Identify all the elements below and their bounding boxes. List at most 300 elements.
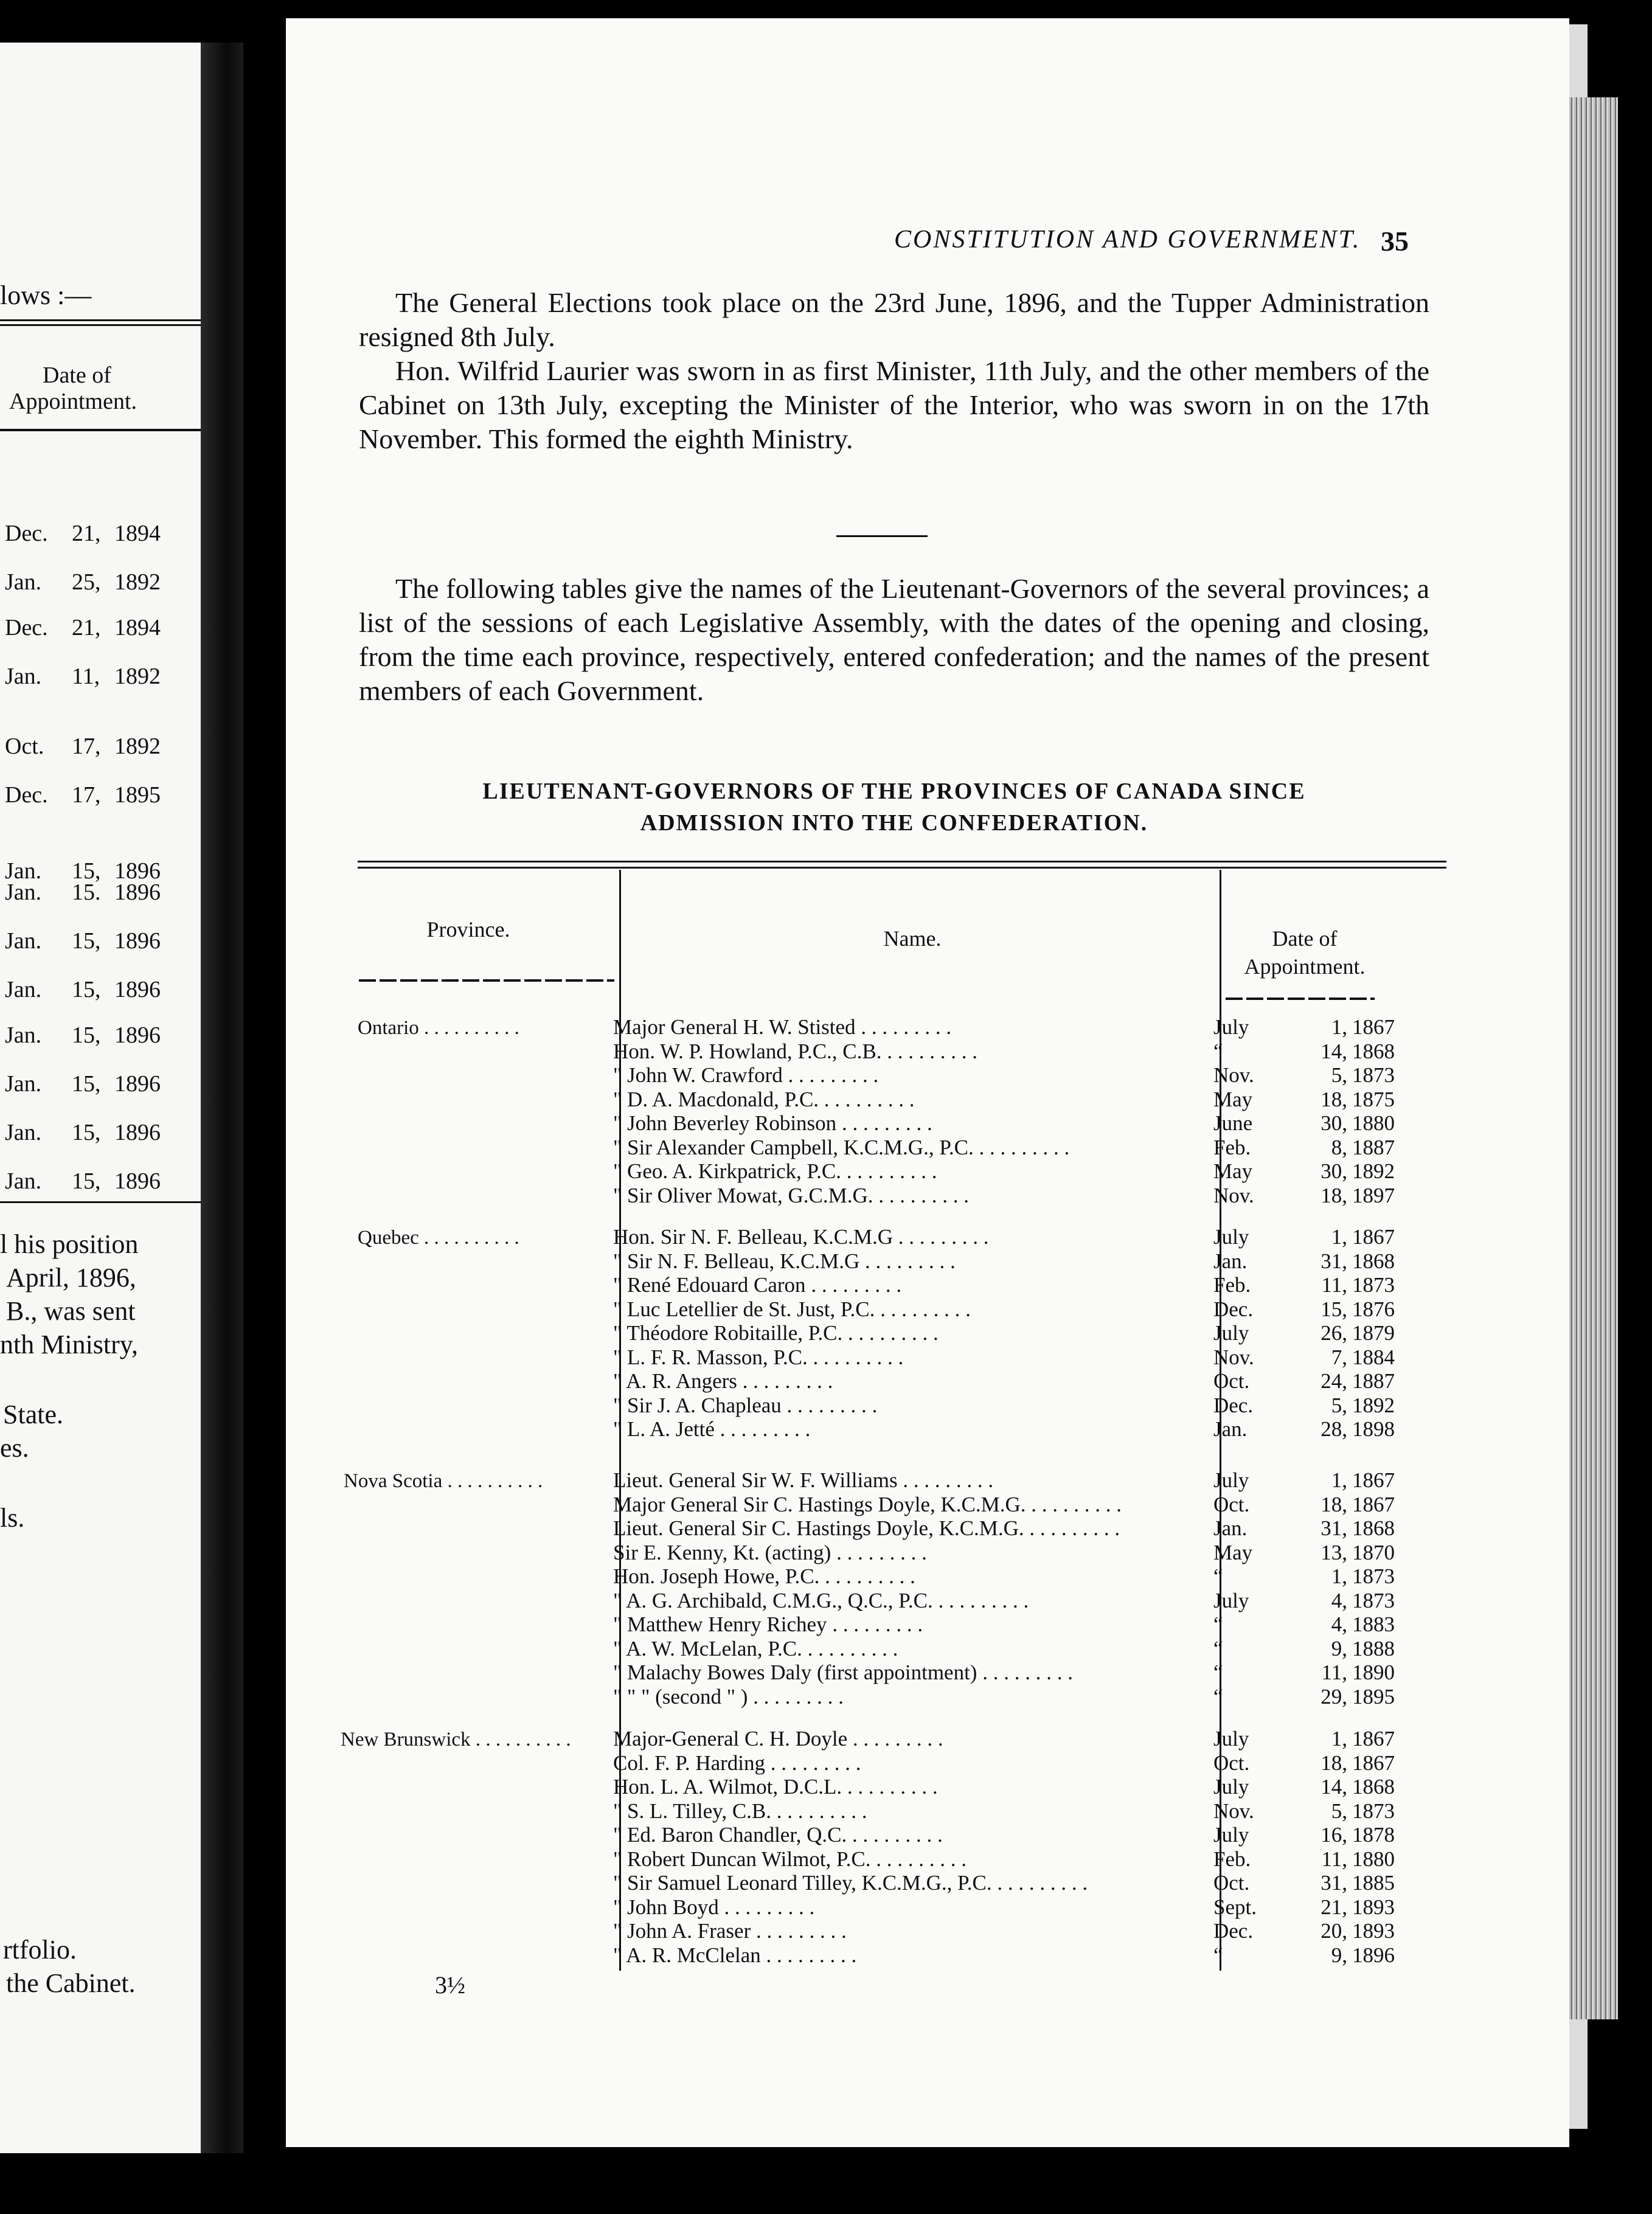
appointment-month: “ [1213,1612,1223,1636]
appointment-date [1213,1039,1395,1063]
appointment-day: 30, [1321,1111,1347,1135]
appointment-date [1213,1159,1395,1183]
leader-dots: . . . . . . . . . [760,1943,857,1967]
governor-name-text: " " " (second " ) [613,1684,748,1709]
appointment-year: 1893 [1352,1895,1395,1919]
governor-name-text: " A. G. Archibald, C.M.G., Q.C., P.C. [613,1588,933,1612]
column-header-province: Province. [426,917,510,942]
governor-name-text: " Luc Letellier de St. Just, P.C. [613,1297,875,1321]
governor-name [613,1226,988,1249]
appointment-year: 1867 [1352,1468,1395,1492]
book-gutter [201,43,243,2153]
leader-dots: . . . . . . . . . [807,1345,904,1369]
appointment-date [1213,1516,1395,1540]
left-date-entry [5,1119,161,1146]
governor-name [613,1944,856,1967]
page-edges [1569,97,1618,2019]
appointment-day: 18, [1321,1492,1347,1516]
appointment-day: 11, [1321,1273,1347,1297]
appointment-day: 31, [1321,1871,1347,1895]
appointment-year: 1888 [1352,1636,1395,1660]
left-date-month: Jan. [5,1022,42,1048]
leader-dots: . . . . . . . . . [1026,1492,1122,1516]
left-date-month: Jan. [5,928,42,954]
governor-name [613,1872,1088,1895]
left-date-month: Jan. [5,1168,42,1194]
header-underline-date [1226,998,1375,1000]
left-text-line: State. [3,1400,63,1429]
governor-name-text: Hon. L. A. Wilmot, D.C.L. [613,1775,842,1799]
governor-name-text: " Ed. Baron Chandler, Q.C. [613,1823,847,1847]
left-date-entry [5,614,161,641]
governor-name-text: " A. R. McClelan [613,1943,761,1967]
appointment-year: 1873 [1352,1063,1395,1087]
governor-name-text: Lieut. General Sir C. Hastings Doyle, K.C.M.G. [613,1516,1024,1540]
leader-dots: . . . . . . . . . . [418,1227,519,1249]
left-header-rule [0,429,201,431]
appointment-day: 24, [1321,1369,1347,1393]
left-date-entry [5,879,161,906]
appointment-date [1213,1063,1395,1087]
appointment-day: 15, [1321,1297,1347,1321]
left-date-month: Dec. [5,782,48,808]
appointment-day: 4, [1331,1588,1347,1612]
leader-dots: . . . . . . . . . . [470,1729,571,1751]
governor-name [613,1541,927,1564]
left-intro: lows :— [0,280,92,310]
appointment-day: 7, [1331,1345,1347,1369]
appointment-day: 1, [1331,1727,1347,1751]
governor-name [613,1394,877,1417]
appointment-year: 1895 [1352,1684,1395,1709]
leader-dots: . . . . . . . . . [819,1564,915,1588]
province-name: New Brunswick [341,1729,471,1751]
appointment-day: 16, [1321,1823,1347,1847]
province-label [341,1729,571,1751]
left-date-month: Oct. [5,734,44,759]
governor-name-text: " S. L. Tilley, C.B. [613,1799,772,1823]
appointment-day: 13, [1321,1540,1347,1564]
governor-name [613,1661,1073,1684]
appointment-day: 5, [1331,1799,1347,1823]
paragraph-1: The General Elections took place on the 23rd June, 1896, and the Tupper Administration resigned 8th July. [359,287,1429,352]
appointment-day: 11, [1321,1660,1347,1684]
left-date-year: 1894 [114,521,161,546]
left-date-day: 15, [72,1120,101,1145]
governor-name [613,1298,971,1321]
appointment-year: 1876 [1352,1297,1395,1321]
leader-dots: . . . . . . . . . [737,1369,833,1393]
appointment-year: 1867 [1352,1492,1395,1516]
appointment-date [1213,1492,1395,1516]
appointment-month: Oct. [1213,1871,1250,1895]
governor-name [613,1727,943,1751]
appointment-month: “ [1213,1636,1223,1660]
appointment-date [1213,1393,1395,1417]
province-name: Ontario [358,1017,419,1039]
appointment-month: Sept. [1213,1895,1257,1919]
governor-name-text: Sir E. Kenny, Kt. (acting) [613,1540,831,1564]
governor-name [613,1493,1122,1516]
governor-name-text: " Robert Duncan Wilmot, P.C. [613,1847,871,1871]
governor-name [613,1274,901,1297]
governor-name [613,1637,898,1660]
appointment-year: 1892 [1352,1159,1395,1183]
appointment-month: “ [1213,1943,1223,1967]
leader-dots: . . . . . . . . . [932,1588,1029,1612]
appointment-month: Jan. [1213,1516,1248,1540]
province-name: Quebec [358,1227,419,1249]
leader-dots: . . . . . . . . . [859,1249,956,1273]
appointment-year: 1868 [1352,1775,1395,1799]
appointment-month: Jan. [1213,1417,1248,1441]
appointment-day: 18, [1321,1087,1347,1111]
governor-name-text: " René Edouard Caron [613,1273,806,1297]
leader-dots: . . . . . . . . . [836,1111,932,1135]
appointment-month: “ [1213,1564,1223,1588]
appointment-month: July [1213,1727,1249,1751]
appointment-year: 1883 [1352,1612,1395,1636]
appointment-year: 1890 [1352,1660,1395,1684]
left-date-day: 15, [72,977,101,1002]
left-rule-bottom [0,1201,201,1203]
governor-name [613,1184,969,1207]
appointment-year: 1880 [1352,1847,1395,1871]
governor-name-text: Major-General C. H. Doyle [613,1727,848,1751]
left-date-day: 15. [72,880,101,905]
paragraph-2: Hon. Wilfrid Laurier was sworn in as first Minister, 11th July, and the other members of the Cabinet on 13th July, excepting the Minister of the Interior, who was sworn in on the 17th November. This formed the eighth Ministry. [359,355,1429,454]
leader-dots: . . . . . . . . . [973,1135,1070,1159]
appointment-year: 1867 [1352,1727,1395,1751]
appointment-day: 4, [1331,1612,1347,1636]
governor-name-text: " Matthew Henry Richey [613,1612,827,1636]
leader-dots: . . . . . . . . . [873,1183,969,1207]
left-date-entry [5,663,161,690]
left-text-line: rtfolio. [3,1935,77,1965]
governor-name-text: " Sir N. F. Belleau, K.C.M.G [613,1249,860,1273]
governor-name-text: " John W. Crawford [613,1063,783,1087]
leader-dots: . . . . . . . . . [827,1612,923,1636]
appointment-date [1213,1087,1395,1111]
appointment-date [1213,1225,1395,1249]
left-text-line: B., was sent [6,1296,136,1326]
left-date-day: 15, [72,858,101,884]
left-date-day: 15, [72,928,101,954]
left-date-month: Dec. [5,521,48,546]
governor-name-text: " Malachy Bowes Daly (first appointment) [613,1660,977,1684]
appointment-date [1213,1727,1395,1751]
province-label [358,1017,519,1039]
left-date-entry [5,733,161,760]
leader-dots: . . . . . . . . . [855,1015,952,1039]
leader-dots: . . . . . . . . . [977,1660,1073,1684]
left-text-line: nth Ministry, [0,1330,138,1359]
appointment-date [1213,1321,1395,1345]
appointment-date [1213,1111,1395,1135]
left-text-line: the Cabinet. [6,1968,136,1998]
left-text-line: ls. [0,1503,25,1533]
appointment-date [1213,1135,1395,1159]
left-date-year: 1892 [114,569,161,595]
appointment-month: Feb. [1213,1273,1251,1297]
appointment-day: 1, [1331,1468,1347,1492]
appointment-date [1213,1895,1395,1919]
left-date-day: 21, [72,615,101,640]
left-date-day: 15, [72,1022,101,1048]
appointment-day: 9, [1331,1636,1347,1660]
governor-name [613,1685,844,1709]
governor-name [613,1088,915,1111]
section-divider [836,535,928,537]
right-page [286,18,1569,2147]
left-text-line: es. [0,1433,29,1463]
appointment-month: Nov. [1213,1345,1254,1369]
appointment-month: July [1213,1468,1249,1492]
governor-name-text: Col. F. P. Harding [613,1751,766,1775]
province-name: Nova Scotia [344,1470,443,1492]
governor-name-text: Hon. Sir N. F. Belleau, K.C.M.G [613,1225,893,1249]
appointment-month: July [1213,1015,1249,1039]
governor-name-text: Major General Sir C. Hastings Doyle, K.C.M.G. [613,1492,1026,1516]
leader-dots: . . . . . . . . . [802,1636,898,1660]
left-date-day: 15, [72,1071,101,1097]
left-date-entry [5,1168,161,1195]
appointment-date [1213,1564,1395,1588]
leader-dots: . . . . . . . . . [841,1159,937,1183]
appointment-day: 18, [1321,1183,1347,1207]
appointment-year: 1887 [1352,1135,1395,1159]
left-text-line: l his position [0,1229,139,1259]
appointment-day: 5, [1331,1063,1347,1087]
left-date-month: Jan. [5,569,42,595]
leader-dots: . . . . . . . . . [1024,1516,1120,1540]
governor-name [613,1370,833,1393]
appointment-year: 1867 [1352,1225,1395,1249]
governor-name [613,1064,878,1087]
appointment-year: 1873 [1352,1273,1395,1297]
governor-name [613,1469,993,1492]
governor-name [613,1418,810,1441]
leader-dots: . . . . . . . . . [897,1468,994,1492]
left-rule-top [0,319,201,321]
appointment-month: July [1213,1775,1249,1799]
appointment-year: 1873 [1352,1799,1395,1823]
appointment-date [1213,1943,1395,1967]
left-col-header-1: Date of [43,363,111,388]
appointment-day: 18, [1321,1751,1347,1775]
appointment-year: 1880 [1352,1111,1395,1135]
appointment-date [1213,1345,1395,1369]
running-title: CONSTITUTION AND GOVERNMENT. [894,226,1361,254]
leader-dots: . . . . . . . . . [819,1087,915,1111]
left-date-year: 1896 [114,1120,161,1145]
appointment-month: May [1213,1087,1253,1111]
leader-dots: . . . . . . . . . . [442,1470,543,1492]
appointment-year: 1868 [1352,1249,1395,1273]
left-date-year: 1896 [114,1168,161,1194]
appointment-day: 5, [1331,1393,1347,1417]
appointment-date [1213,1369,1395,1393]
appointment-day: 28, [1321,1417,1347,1441]
appointment-date [1213,1417,1395,1441]
governor-name [613,1136,1069,1159]
left-date-day: 21, [72,521,101,546]
leader-dots: . . . . . . . . . [771,1799,867,1823]
governor-name-text: Hon. W. P. Howland, P.C., C.B. [613,1039,882,1063]
leader-dots: . . . . . . . . . [991,1871,1088,1895]
appointment-date [1213,1660,1395,1684]
leader-dots: . . . . . . . . . [892,1225,989,1249]
appointment-year: 1867 [1352,1751,1395,1775]
appointment-date [1213,1823,1395,1847]
appointment-month: July [1213,1588,1249,1612]
appointment-month: July [1213,1321,1249,1345]
appointment-date [1213,1775,1395,1799]
governor-name-text: " L. F. R. Masson, P.C. [613,1345,808,1369]
appointment-month: “ [1213,1660,1223,1684]
appointment-day: 20, [1321,1919,1347,1943]
governor-name-text: " A. W. McLelan, P.C. [613,1636,802,1660]
governor-name [613,1016,951,1039]
appointment-month: Oct. [1213,1492,1250,1516]
left-date-year: 1892 [114,664,161,689]
leader-dots: . . . . . . . . . [765,1751,861,1775]
left-date-day: 17, [72,782,101,808]
leader-dots: . . . . . . . . . [751,1919,847,1943]
appointment-day: 31, [1321,1516,1347,1540]
leader-dots: . . . . . . . . . [842,1321,939,1345]
left-date-month: Jan. [5,1071,42,1097]
appointment-date [1213,1249,1395,1273]
governor-name [613,1752,861,1775]
governor-name [613,1565,915,1588]
column-header-name: Name. [883,926,942,951]
appointment-date [1213,1871,1395,1895]
governor-name-text: " Sir Samuel Leonard Tilley, K.C.M.G., P.C. [613,1871,992,1895]
page-number: 35 [1381,226,1409,257]
appointment-year: 1885 [1352,1871,1395,1895]
column-header-date [1223,925,1387,980]
province-label [344,1470,543,1493]
appointment-year: 1867 [1352,1015,1395,1039]
left-text-line: April, 1896, [6,1263,136,1293]
appointment-day: 11, [1321,1847,1347,1871]
governor-name [613,1250,956,1273]
appointment-date [1213,1183,1395,1207]
left-date-entry [5,569,161,595]
appointment-month: Feb. [1213,1847,1251,1871]
left-date-month: Jan. [5,664,42,689]
leader-dots: . . . . . . . . . [714,1417,811,1441]
left-date-year: 1896 [114,1022,161,1048]
leader-dots: . . . . . . . . . [875,1297,971,1321]
appointment-day: 9, [1331,1943,1347,1967]
appointment-date [1213,1297,1395,1321]
paragraph-elections [359,286,1429,456]
leader-dots: . . . . . . . . . [842,1775,938,1799]
left-date-year: 1896 [114,928,161,954]
appointment-day: 31, [1321,1249,1347,1273]
left-date-year: 1894 [114,615,161,640]
left-date-month: Jan. [5,977,42,1002]
left-date-entry [5,1022,161,1049]
table-rule-top-1 [358,861,1446,862]
governor-name-text: Major General H. W. Stisted [613,1015,856,1039]
table-rule-top-2 [358,867,1446,869]
governor-name [613,1160,937,1183]
appointment-month: Nov. [1213,1063,1254,1087]
left-date-year: 1896 [114,880,161,905]
leader-dots: . . . . . . . . . [718,1895,815,1919]
governor-name [613,1517,1120,1540]
appointment-year: 1892 [1352,1393,1395,1417]
left-date-day: 15, [72,1168,101,1194]
table-title-line-1: LIEUTENANT-GOVERNORS OF THE PROVINCES OF CANADA SINCE [482,779,1306,804]
paragraph-tables-intro [359,572,1429,708]
appointment-year: 1873 [1352,1564,1395,1588]
appointment-month: Dec. [1213,1919,1254,1943]
left-date-month: Jan. [5,880,42,905]
governor-name [613,1896,814,1919]
appointment-year: 1875 [1352,1087,1395,1111]
appointment-month: Nov. [1213,1183,1254,1207]
paragraph-3: The following tables give the names of the Lieutenant-Governors of the several provinces; a list of the sessions of each Legislative Assembly, with the dates of the opening and closing, from the time each province, respectively, entered confederation; and the names of the present members of each Government. [359,573,1429,706]
appointment-month: Oct. [1213,1751,1250,1775]
appointment-day: 30, [1321,1159,1347,1183]
appointment-month: Feb. [1213,1135,1251,1159]
appointment-year: 1897 [1352,1183,1395,1207]
left-date-entry [5,1071,161,1097]
governor-name [613,1848,967,1871]
governor-name-text: " L. A. Jetté [613,1417,715,1441]
appointment-date [1213,1588,1395,1612]
appointment-date [1213,1015,1395,1039]
left-date-day: 25, [72,569,101,595]
appointment-year: 1878 [1352,1823,1395,1847]
appointment-date [1213,1847,1395,1871]
appointment-month: May [1213,1159,1253,1183]
left-date-year: 1892 [114,734,161,759]
governor-name-text: " Sir J. A. Chapleau [613,1393,782,1417]
appointment-year: 1868 [1352,1039,1395,1063]
appointment-month: Dec. [1213,1393,1254,1417]
appointment-month: Jan. [1213,1249,1248,1273]
appointment-year: 1887 [1352,1369,1395,1393]
appointment-date [1213,1468,1395,1492]
left-date-entry [5,520,161,547]
appointment-year: 1873 [1352,1588,1395,1612]
left-date-entry [5,928,161,954]
appointment-date [1213,1540,1395,1564]
left-date-month: Jan. [5,1120,42,1145]
column-header-date-line-2: Appointment. [1244,954,1366,979]
left-date-year: 1895 [114,782,161,808]
appointment-year: 1870 [1352,1540,1395,1564]
appointment-day: 21, [1321,1895,1347,1919]
appointment-month: Dec. [1213,1297,1254,1321]
appointment-year: 1893 [1352,1919,1395,1943]
appointment-day: 26, [1321,1321,1347,1345]
leader-dots: . . . . . . . . . . [418,1017,519,1039]
appointment-date [1213,1273,1395,1297]
governor-name [613,1589,1029,1612]
header-underline-province [359,979,614,982]
governor-name-text: Hon. Joseph Howe, P.C. [613,1564,820,1588]
governor-name [613,1613,923,1636]
governor-name-text: " D. A. Macdonald, P.C. [613,1087,819,1111]
governor-name [613,1920,847,1943]
leader-dots: . . . . . . . . . [847,1727,943,1751]
